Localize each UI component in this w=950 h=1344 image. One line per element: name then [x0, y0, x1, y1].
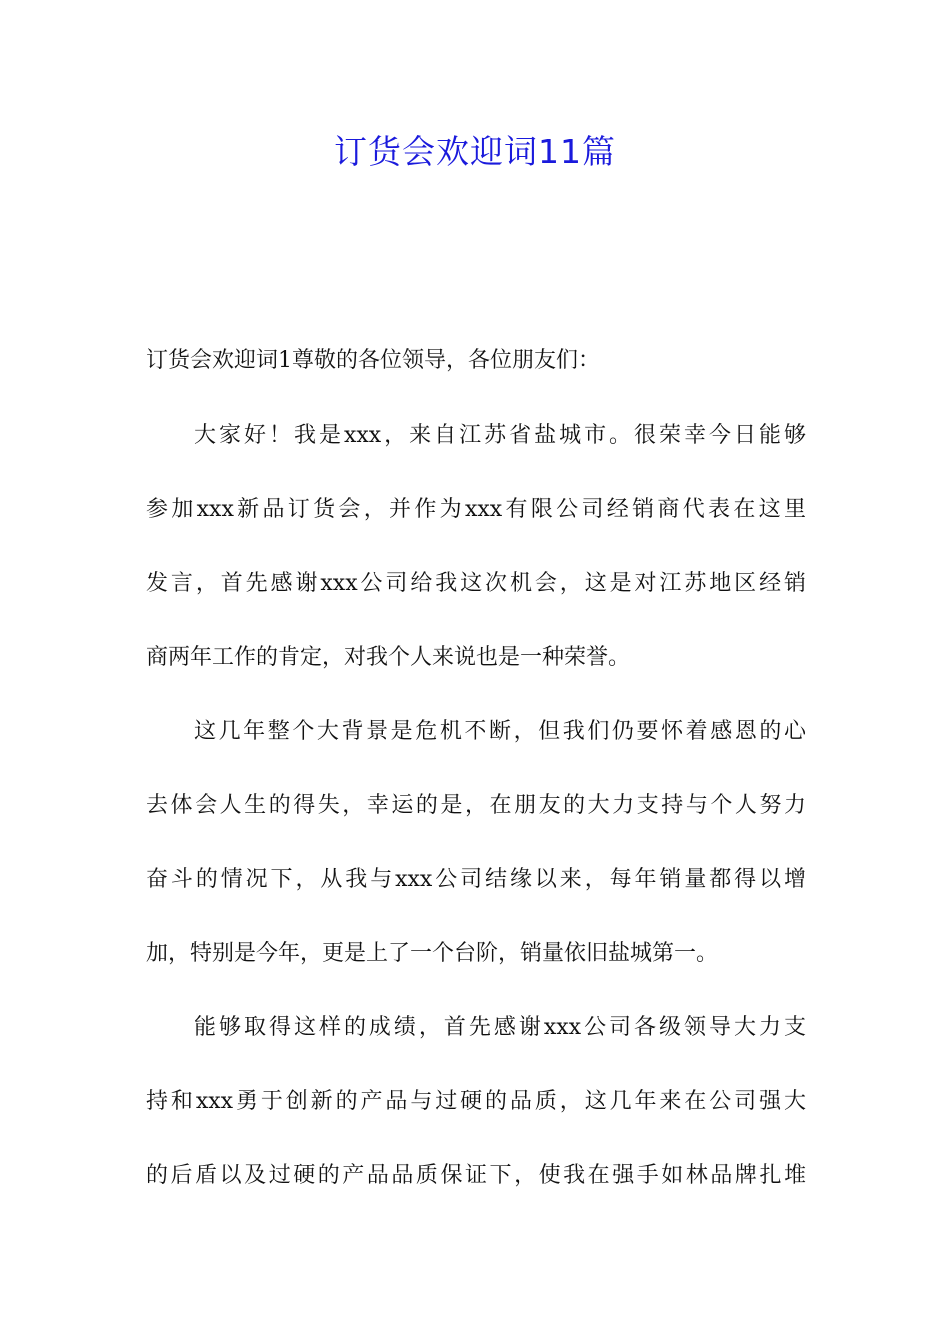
body-line: 商两年工作的肯定，对我个人来说也是一种荣誉。: [146, 645, 631, 670]
body-line: 持和xxx勇于创新的产品与过硬的品质，这几年来在公司强大: [146, 1089, 806, 1114]
body-line: 奋斗的情况下，从我与xxx公司结缘以来，每年销量都得以增: [146, 867, 806, 892]
body-line: 大家好！我是xxx，来自江苏省盐城市。很荣幸今日能够: [194, 423, 806, 448]
body-line: 参加xxx新品订货会，并作为xxx有限公司经销商代表在这里: [146, 497, 806, 522]
body-line: 加，特别是今年，更是上了一个台阶，销量依旧盐城第一。: [146, 941, 719, 966]
salutation-line: 订货会欢迎词1尊敬的各位领导，各位朋友们：: [146, 348, 600, 373]
body-line: 能够取得这样的成绩，首先感谢xxx公司各级领导大力支: [194, 1015, 806, 1040]
document-title: 订货会欢迎词11篇: [334, 132, 616, 171]
body-line: 去体会人生的得失，幸运的是，在朋友的大力支持与个人努力: [146, 793, 806, 818]
body-line: 的后盾以及过硬的产品品质保证下，使我在强手如林品牌扎堆: [146, 1163, 806, 1188]
body-line: 发言，首先感谢xxx公司给我这次机会，这是对江苏地区经销: [146, 571, 806, 596]
body-line: 这几年整个大背景是危机不断，但我们仍要怀着感恩的心: [194, 719, 806, 744]
